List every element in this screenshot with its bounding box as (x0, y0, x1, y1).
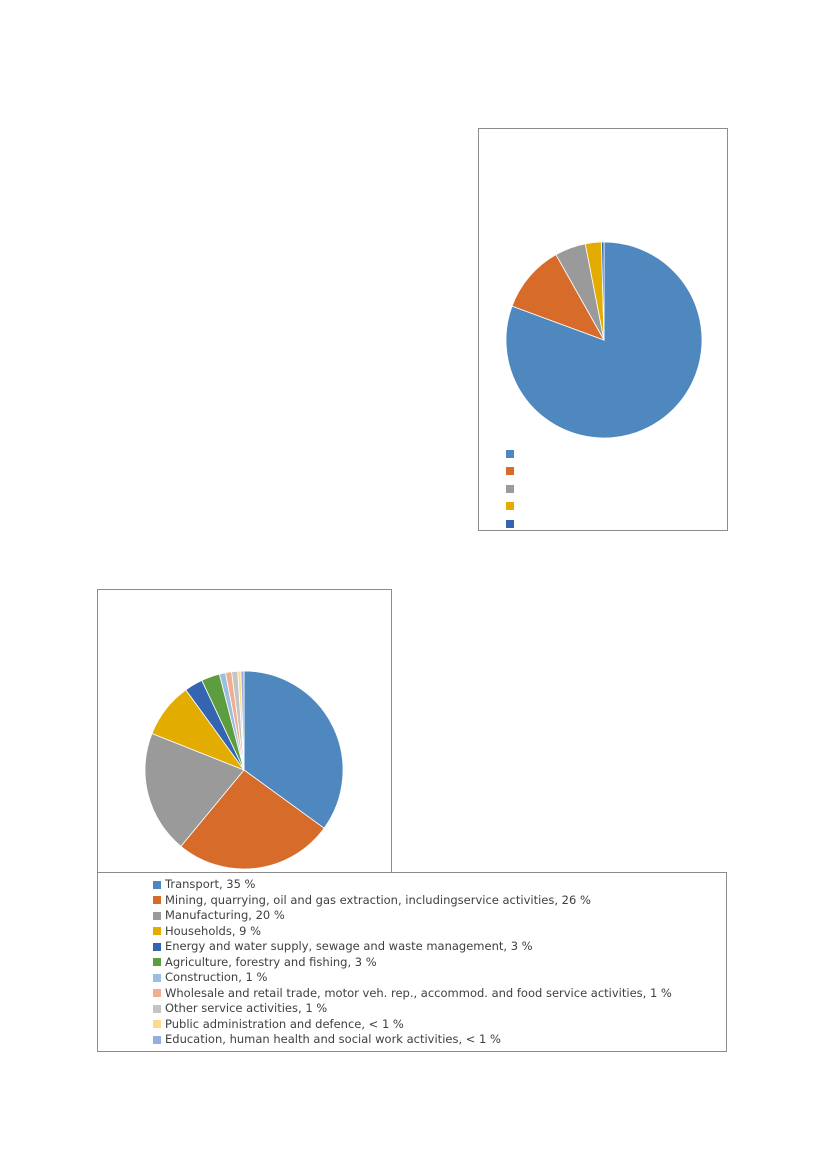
chart-2-legend-item (153, 877, 672, 893)
chart-2-legend-label: Construction, 1 % (165, 970, 268, 984)
chart-2-legend-item (153, 1017, 672, 1033)
chart-2-legend-item (153, 1032, 672, 1048)
chart-2-pie (98, 590, 393, 874)
chart-2-legend-item (153, 970, 672, 986)
chart-1-legend-swatch (506, 485, 514, 493)
chart-1-frame (478, 128, 728, 531)
chart-1-legend-item (506, 498, 518, 516)
chart-2-legend-item (153, 1001, 672, 1017)
chart-2-legend-list (153, 877, 672, 1048)
chart-2-legend-item (153, 908, 672, 924)
chart-1-legend-item (506, 515, 518, 533)
chart-2-legend-label: Transport, 35 % (165, 877, 256, 891)
chart-1-legend-swatch (506, 520, 514, 528)
chart-2-legend-label: Public administration and defence, < 1 % (165, 1016, 404, 1031)
chart-2-legend-swatch (153, 896, 161, 904)
chart-2-legend-swatch (153, 943, 161, 951)
chart-2-legend (97, 872, 727, 1052)
chart-2-legend-swatch (153, 881, 161, 889)
chart-1-legend (506, 445, 518, 533)
chart-2-legend-label: Manufacturing, 20 % (165, 908, 285, 922)
chart-2-legend-label: Agriculture, forestry and fishing, 3 % (165, 954, 377, 969)
chart-2-legend-swatch (153, 1036, 161, 1044)
chart-2-legend-item (153, 986, 672, 1002)
chart-2-legend-swatch (153, 989, 161, 997)
chart-2-legend-item (153, 893, 672, 909)
chart-2-legend-swatch (153, 974, 161, 982)
chart-2-legend-item (153, 939, 672, 955)
chart-2-legend-swatch (153, 927, 161, 935)
chart-1-legend-item (506, 480, 518, 498)
chart-2-legend-swatch (153, 1020, 161, 1028)
chart-2-legend-item (153, 955, 672, 971)
chart-1-legend-swatch (506, 450, 514, 458)
chart-2-frame (97, 589, 392, 873)
chart-2-legend-item (153, 924, 672, 940)
chart-2-legend-label: Households, 9 % (165, 923, 262, 938)
chart-2-legend-swatch (153, 958, 161, 966)
chart-2-legend-label: Mining, quarrying, oil and gas extraction, includingservice activities, 26 % (165, 892, 591, 907)
chart-2-legend-label: Education, human health and social work activities, < 1 % (165, 1032, 501, 1046)
chart-2-legend-label: Energy and water supply, sewage and waste management, 3 % (165, 939, 533, 953)
chart-1-legend-swatch (506, 502, 514, 510)
chart-2-legend-label: Other service activities, 1 % (165, 1001, 328, 1015)
chart-2-legend-label: Wholesale and retail trade, motor veh. rep., accommod. and food service activities, 1 % (165, 985, 672, 1000)
chart-2-legend-swatch (153, 912, 161, 920)
chart-1-legend-swatch (506, 467, 514, 475)
chart-1-legend-item (506, 445, 518, 463)
chart-2-legend-swatch (153, 1005, 161, 1013)
chart-1-legend-item (506, 463, 518, 481)
